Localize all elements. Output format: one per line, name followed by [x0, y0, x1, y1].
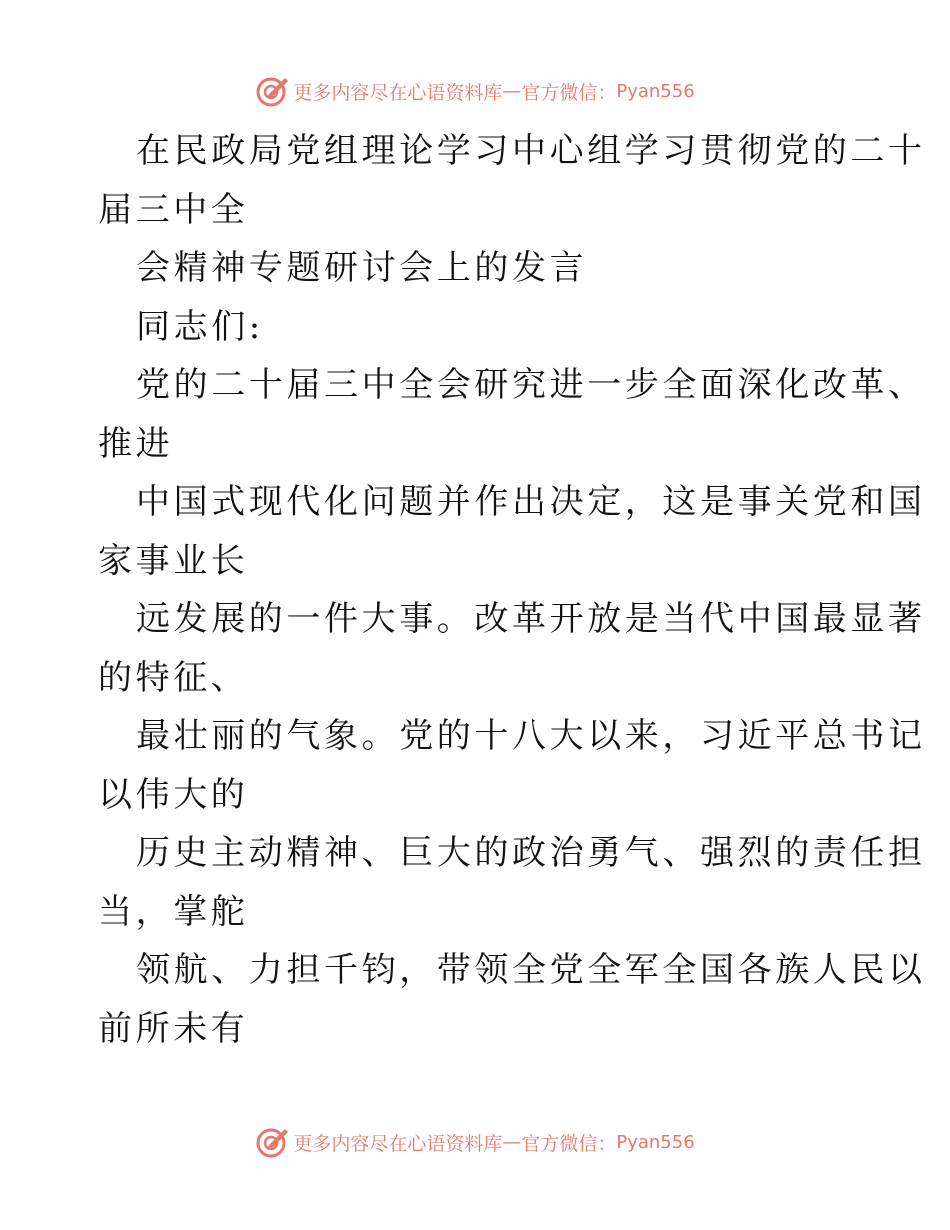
paragraph-line — [98, 590, 926, 707]
text-line: 中国式现代化问题并作出决定，这是事关党和国 — [136, 482, 926, 522]
watermark-official-label: 官方微信： — [521, 1132, 617, 1155]
text-line: 在民政局党组理论学习中心组学习贯彻党的二十 — [136, 131, 926, 171]
text-line: 远发展的一件大事。改革开放是当代中国最显著 — [136, 599, 926, 639]
paragraph-line — [98, 473, 926, 590]
watermark-text: 更多内容尽在心语资料库 — [293, 81, 503, 104]
title-line-1 — [98, 122, 926, 239]
title-line-2 — [98, 239, 858, 298]
text-line-wrap: 届三中全 — [98, 189, 249, 230]
text-line-wrap: 推进 — [98, 423, 174, 464]
text-line: 会精神专题研讨会上的发言 — [136, 248, 588, 288]
header-watermark — [0, 71, 950, 111]
salutation — [98, 298, 858, 357]
text-line: 党的二十届三中全会研究进一步全面深化改革、 — [136, 365, 926, 405]
text-line: 领航、力担千钧，带领全党全军全国各族人民以 — [136, 950, 926, 990]
text-line: 历史主动精神、巨大的政治勇气、强烈的责任担 — [136, 833, 926, 873]
text-line-wrap: 以伟大的 — [98, 774, 249, 815]
watermark-dash: — — [502, 1131, 522, 1153]
watermark-wechat-id: Pyan556 — [616, 1131, 695, 1153]
watermark-dash: — — [502, 80, 522, 102]
paragraph-line — [98, 356, 926, 473]
paragraph-line — [98, 941, 926, 1058]
text-line-wrap: 的特征、 — [98, 657, 249, 698]
text-line-wrap: 当，掌舵 — [98, 891, 249, 932]
text-line-wrap: 前所未有 — [98, 1008, 249, 1049]
paragraph-line — [98, 824, 926, 941]
text-line-wrap: 家事业长 — [98, 540, 249, 581]
pen-logo-icon — [255, 1125, 289, 1159]
watermark-wechat-id: Pyan556 — [616, 80, 695, 102]
pen-logo-icon — [255, 74, 289, 108]
paragraph-line — [98, 707, 926, 824]
footer-watermark — [0, 1122, 950, 1162]
document-body — [98, 122, 926, 1058]
text-line: 最壮丽的气象。党的十八大以来，习近平总书记 — [136, 716, 926, 756]
watermark-text: 更多内容尽在心语资料库 — [293, 1132, 503, 1155]
text-line: 同志们: — [136, 306, 264, 347]
watermark-official-label: 官方微信： — [521, 81, 617, 104]
